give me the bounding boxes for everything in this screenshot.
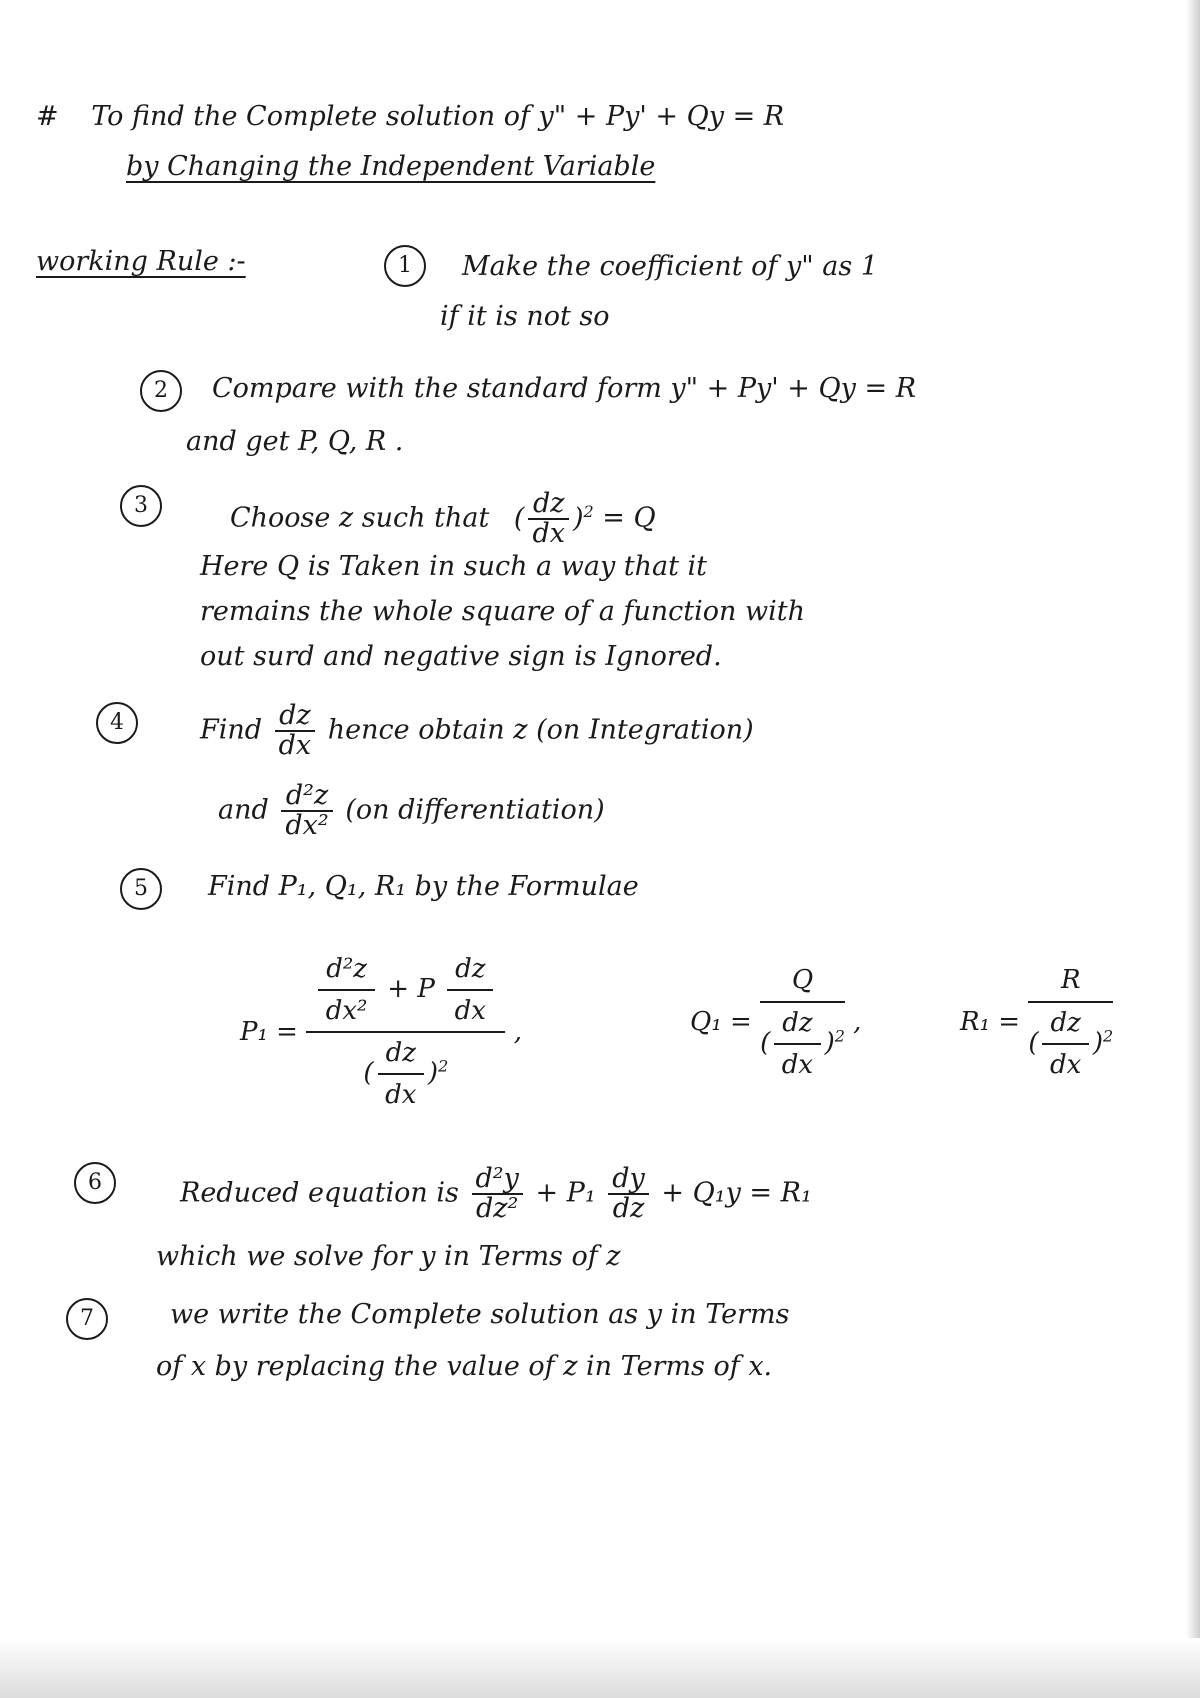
step-6-line-2: which we solve for y in Terms of z [156, 1241, 621, 1272]
step-3-line-4: out surd and negative sign is Ignored. [200, 641, 722, 672]
step-5-number: 5 [120, 868, 162, 910]
step-3-line-1: Choose z such that ( $\frac{dz}{dx}$ )$^2$ = Q [230, 488, 656, 549]
step-2-line-1: Compare with the standard form y" + Py' + Qy = R [212, 373, 917, 404]
r1-formula: R₁ = R ( $\frac{dz}{dx}$ )$^2$ [960, 965, 1114, 1080]
title-line-1 [36, 100, 784, 134]
step-7-line-2: of x by replacing the value of z in Terms of x. [156, 1351, 773, 1382]
title-line-2 [126, 150, 655, 184]
page-edge-shadow [1186, 0, 1200, 1698]
q1-formula: Q₁ = Q ( $\frac{dz}{dx}$ )$^2$ , [690, 965, 862, 1080]
step-1-number: 1 [384, 245, 426, 287]
step-4-line-2: and $\frac{\text{d²z}}{\text{dx²}}$ (on differentiation) [218, 780, 605, 841]
step-4-number: 4 [96, 702, 138, 744]
step-6-number: 6 [74, 1162, 116, 1204]
step-3-number: 3 [120, 485, 162, 527]
step-2-line-2: and get P, Q, R . [186, 426, 404, 457]
step-1-line-1: Make the coefficient of y" as 1 [462, 251, 878, 282]
step-3-line-3: remains the whole square of a function with [200, 596, 805, 627]
page-bottom-shadow [0, 1638, 1200, 1698]
title-text-2: by Changing the Independent Variable [126, 151, 656, 182]
step-7-line-1: we write the Complete solution as y in Terms [170, 1299, 790, 1330]
step-5-line-1: Find P₁, Q₁, R₁ by the Formulae [208, 871, 639, 902]
dz-dx-fraction: $\frac{dz}{dx}$ [275, 702, 316, 760]
title-text-1: To find the Complete solution of y" + Py' + Qy = R [91, 101, 785, 132]
working-rule-label: working Rule :- [36, 246, 246, 277]
d2z-dx2-fraction: $\frac{\text{d²z}}{\text{dx²}}$ [281, 782, 332, 840]
dz-dx-squared: ( $\frac{dz}{dx}$ )$^2$ [513, 488, 594, 549]
p1-formula: P₁ = $\frac{\text{d²z}}{\text{dx²}}$ + P $\frac{dz}{dx}$ ( $\frac{dz}{dx}$ )$^2$ , [240, 954, 522, 1110]
step-4-line-1: Find $\frac{dz}{dx}$ hence obtain z (on Integration) [200, 700, 754, 761]
d2y-dz2-fraction: $\frac{\text{d²y}}{\text{dz²}}$ [472, 1165, 523, 1223]
step-1-line-2: if it is not so [440, 301, 610, 332]
step-6-line-1: Reduced equation is $\frac{\text{d²y}}{\text{dz²}}$ + P₁ $\frac{dy}{dz}$ + Q₁y = R₁ [180, 1163, 812, 1224]
title-mark: # [36, 101, 59, 132]
dy-dz-fraction: $\frac{dy}{dz}$ [608, 1165, 649, 1223]
step-7-number: 7 [66, 1298, 108, 1340]
step-3-line-2: Here Q is Taken in such a way that it [200, 551, 708, 582]
step-2-number: 2 [140, 370, 182, 412]
